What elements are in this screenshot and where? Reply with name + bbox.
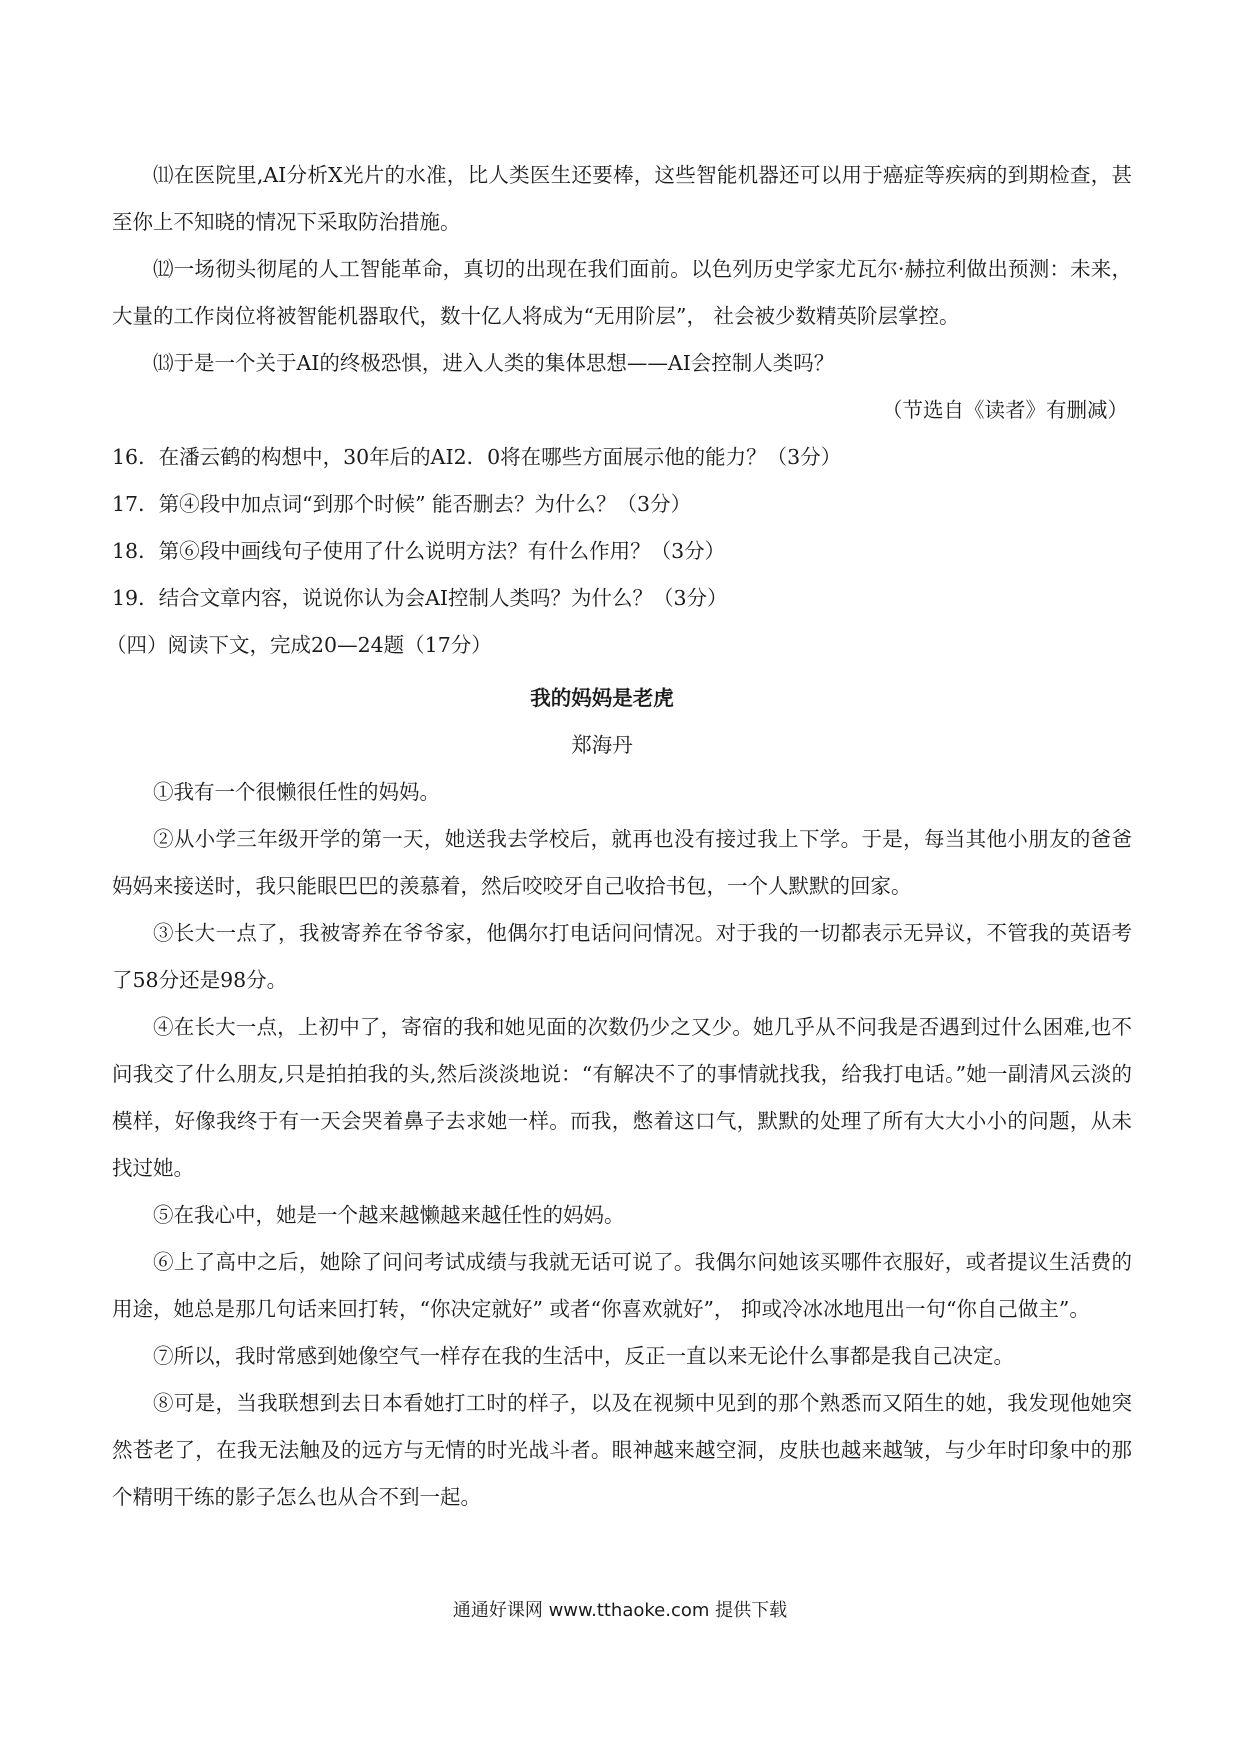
paragraph-13: ⒀于是一个关于AI的终极恐惧，进入人类的集体思想——AI会控制人类吗？ xyxy=(153,351,835,375)
story-title: 我的妈妈是老虎 xyxy=(530,686,674,710)
page-footer: 通通好课网 www.tthaoke.com 提供下载 xyxy=(452,1600,788,1621)
story-paragraph-1: ①我有一个很懒很任性的妈妈。 xyxy=(153,780,440,804)
paragraph-11: ⑾在医院里,AI分析X光片的水准，比人类医生还要棒，这些智能机器还可以用于癌症等疾病的到期检查，甚至你上不知晓的情况下采取防治措施。 xyxy=(112,163,1132,234)
paragraph-12: ⑿一场彻头彻尾的人工智能革命，真切的出现在我们面前。以色列历史学家尤瓦尔·赫拉利做出预测：未来，大量的工作岗位将被智能机器取代，数十亿人将成为“无用阶层”， 社会被少数精英阶层掌控。 xyxy=(112,257,1132,328)
story-paragraph-3: ③长大一点了，我被寄养在爷爷家，他偶尔打电话问问情况。对于我的一切都表示无异议，不管我的英语考了58分还是98分。 xyxy=(112,921,1132,992)
story-paragraph-2: ②从小学三年级开学的第一天，她送我去学校后，就再也没有接过我上下学。于是，每当其他小朋友的爸爸妈妈来接送时，我只能眼巴巴的羡慕着，然后咬咬牙自己收拾书包，一个人默默的回家。 xyxy=(112,827,1132,898)
story-paragraph-5: ⑤在我心中，她是一个越来越懒越来越任性的妈妈。 xyxy=(153,1203,625,1227)
question-18: 18．第⑥段中画线句子使用了什么说明方法？有什么作用？（3分） xyxy=(112,539,726,563)
story-paragraph-4: ④在长大一点，上初中了，寄宿的我和她见面的次数仍少之又少。她几乎从不问我是否遇到过什么困难,也不问我交了什么朋友,只是拍拍我的头,然后淡淡地说：“有解决不了的事情就找我，给我打电话。”她一副清风云淡的模样，好像我终于有一天会哭着鼻子去求她一样。而我，憋着这口气，默默的处理了所有大大小小的问题，从未找过她。 xyxy=(112,1015,1132,1180)
story-author: 郑海丹 xyxy=(571,733,633,757)
section-heading: （四）阅读下文，完成20—24题（17分） xyxy=(106,633,492,657)
question-17: 17．第④段中加点词“到那个时候” 能否删去？为什么？（3分） xyxy=(112,492,692,516)
story-paragraph-7: ⑦所以，我时常感到她像空气一样存在我的生活中，反正一直以来无论什么事都是我自己决定。 xyxy=(153,1344,1014,1368)
story-paragraph-8: ⑧可是，当我联想到去日本看她打工时的样子，以及在视频中见到的那个熟悉而又陌生的她，我发现他她突然苍老了，在我无法触及的远方与无情的时光战斗者。眼神越来越空洞，皮肤也越来越皱，与少年时印象中的那个精明干练的影子怎么也从合不到一起。 xyxy=(112,1391,1132,1509)
story-paragraph-6: ⑥上了高中之后，她除了问问考试成绩与我就无话可说了。我偶尔问她该买哪件衣服好，或者提议生活费的用途，她总是那几句话来回打转，“你决定就好” 或者“你喜欢就好”， 抑或冷冰冰地甩出一句“你自己做主”。 xyxy=(112,1250,1132,1321)
document-body xyxy=(106,152,1132,1521)
question-16: 16．在潘云鹤的构想中，30年后的AI2．0将在哪些方面展示他的能力？（3分） xyxy=(112,445,842,469)
passage-source: （节选自《读者》有删减） xyxy=(882,398,1128,422)
question-19: 19．结合文章内容，说说你认为会AI控制人类吗？为什么？（3分） xyxy=(112,586,728,610)
